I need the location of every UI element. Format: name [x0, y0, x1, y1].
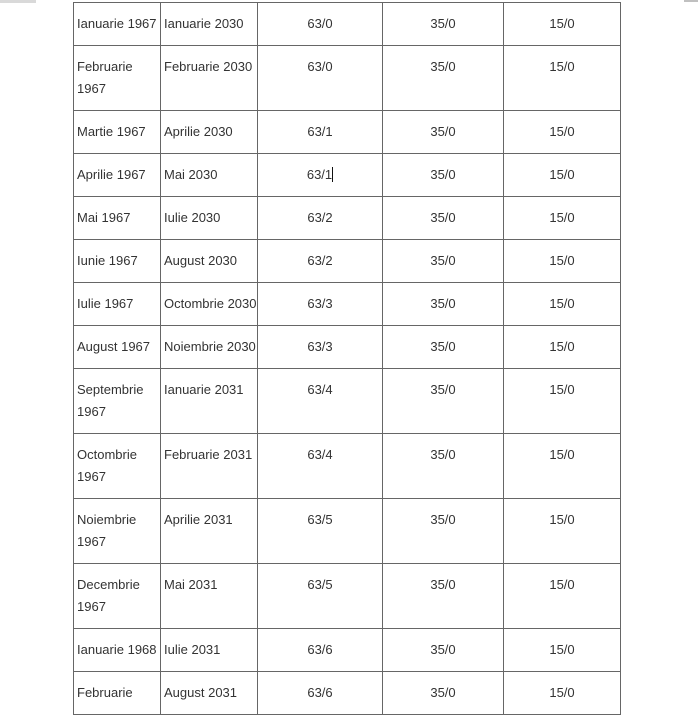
date-cell[interactable]: Februarie [74, 672, 161, 715]
table-row [74, 499, 621, 564]
text-caret [332, 167, 333, 182]
table-row [74, 3, 621, 46]
value-cell[interactable]: 35/0 [383, 434, 504, 499]
value-cell[interactable]: 15/0 [504, 326, 621, 369]
value-cell[interactable]: 35/0 [383, 240, 504, 283]
date-cell[interactable]: August 1967 [74, 326, 161, 369]
value-cell[interactable]: 35/0 [383, 111, 504, 154]
date-cell[interactable]: Noiembrie 2030 [161, 326, 258, 369]
value-cell[interactable]: 63/2 [258, 240, 383, 283]
date-cell[interactable]: Februarie 1967 [74, 46, 161, 111]
date-cell[interactable]: Ianuarie 1967 [74, 3, 161, 46]
date-cell[interactable]: Septembrie 1967 [74, 369, 161, 434]
value-cell[interactable]: 63/4 [258, 369, 383, 434]
date-cell[interactable]: Mai 1967 [74, 197, 161, 240]
value-cell[interactable]: 15/0 [504, 154, 621, 197]
data-table [73, 2, 621, 715]
value-cell[interactable]: 35/0 [383, 154, 504, 197]
table-row [74, 240, 621, 283]
value-cell[interactable]: 63/0 [258, 46, 383, 111]
table-row [74, 369, 621, 434]
value-cell[interactable]: 63/5 [258, 499, 383, 564]
date-cell[interactable]: Ianuarie 2030 [161, 3, 258, 46]
date-cell[interactable]: Mai 2031 [161, 564, 258, 629]
value-cell[interactable]: 15/0 [504, 197, 621, 240]
value-cell[interactable]: 15/0 [504, 499, 621, 564]
date-cell[interactable]: Noiembrie 1967 [74, 499, 161, 564]
value-cell[interactable]: 63/1 [258, 154, 383, 197]
table-row [74, 154, 621, 197]
table-row [74, 629, 621, 672]
date-cell[interactable]: Ianuarie 2031 [161, 369, 258, 434]
table-row [74, 197, 621, 240]
value-cell[interactable]: 63/1 [258, 111, 383, 154]
value-cell[interactable]: 15/0 [504, 434, 621, 499]
value-cell[interactable]: 15/0 [504, 283, 621, 326]
table-row [74, 672, 621, 715]
value-cell[interactable]: 63/3 [258, 326, 383, 369]
value-cell[interactable]: 15/0 [504, 629, 621, 672]
table-row [74, 564, 621, 629]
value-cell[interactable]: 35/0 [383, 3, 504, 46]
value-cell[interactable]: 35/0 [383, 672, 504, 715]
date-cell[interactable]: Iulie 2031 [161, 629, 258, 672]
date-cell[interactable]: Octombrie 2030 [161, 283, 258, 326]
value-cell[interactable]: 63/5 [258, 564, 383, 629]
table-row [74, 283, 621, 326]
date-cell[interactable]: Aprilie 1967 [74, 154, 161, 197]
value-cell[interactable]: 15/0 [504, 111, 621, 154]
date-cell[interactable]: Martie 1967 [74, 111, 161, 154]
value-cell[interactable]: 35/0 [383, 326, 504, 369]
value-cell[interactable]: 35/0 [383, 564, 504, 629]
top-left-ui-fragment [0, 0, 36, 3]
table-row [74, 326, 621, 369]
date-cell[interactable]: Iulie 1967 [74, 283, 161, 326]
value-cell[interactable]: 15/0 [504, 240, 621, 283]
date-cell[interactable]: Februarie 2031 [161, 434, 258, 499]
value-cell[interactable]: 35/0 [383, 197, 504, 240]
value-cell[interactable]: 63/4 [258, 434, 383, 499]
date-cell[interactable]: August 2031 [161, 672, 258, 715]
table-row [74, 111, 621, 154]
value-cell[interactable]: 35/0 [383, 46, 504, 111]
date-cell[interactable]: Februarie 2030 [161, 46, 258, 111]
value-cell[interactable]: 35/0 [383, 629, 504, 672]
value-cell[interactable]: 63/2 [258, 197, 383, 240]
value-cell[interactable]: 63/6 [258, 672, 383, 715]
date-cell[interactable]: Decembrie 1967 [74, 564, 161, 629]
date-cell[interactable]: Aprilie 2031 [161, 499, 258, 564]
value-cell[interactable]: 63/0 [258, 3, 383, 46]
date-cell[interactable]: Mai 2030 [161, 154, 258, 197]
date-cell[interactable]: Ianuarie 1968 [74, 629, 161, 672]
date-cell[interactable]: Iulie 2030 [161, 197, 258, 240]
value-cell[interactable]: 15/0 [504, 672, 621, 715]
value-cell[interactable]: 35/0 [383, 283, 504, 326]
value-cell[interactable]: 15/0 [504, 46, 621, 111]
table-row [74, 46, 621, 111]
value-cell[interactable]: 15/0 [504, 369, 621, 434]
value-cell[interactable]: 63/3 [258, 283, 383, 326]
table-row [74, 434, 621, 499]
value-cell[interactable]: 35/0 [383, 369, 504, 434]
value-cell[interactable]: 35/0 [383, 499, 504, 564]
value-cell[interactable]: 63/6 [258, 629, 383, 672]
value-cell[interactable]: 15/0 [504, 3, 621, 46]
date-cell[interactable]: Octombrie 1967 [74, 434, 161, 499]
date-cell[interactable]: Aprilie 2030 [161, 111, 258, 154]
date-cell[interactable]: August 2030 [161, 240, 258, 283]
value-cell[interactable]: 15/0 [504, 564, 621, 629]
date-cell[interactable]: Iunie 1967 [74, 240, 161, 283]
month-table-body [74, 3, 621, 715]
top-right-ui-fragment [684, 0, 698, 2]
